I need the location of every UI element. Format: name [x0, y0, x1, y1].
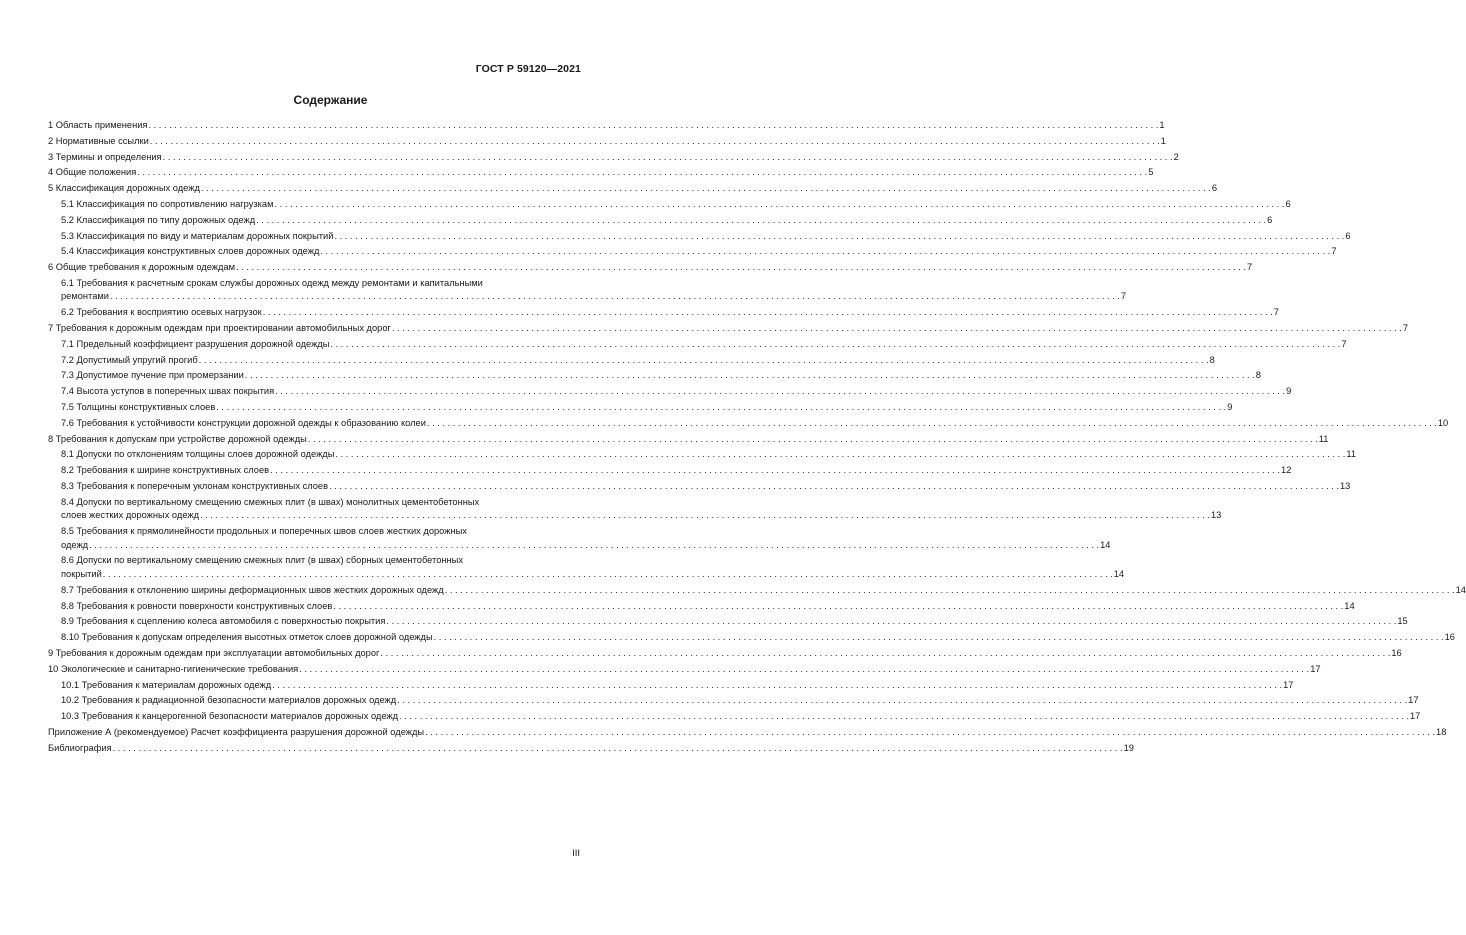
toc-entry[interactable]	[48, 369, 1261, 383]
toc-entry-title: 10 Экологические и санитарно-гигиенические требования	[48, 663, 299, 674]
toc-entry[interactable]	[48, 615, 1408, 629]
toc-entry-title: 8.7 Требования к отклонению ширины деформационных швов жестких дорожных одежд	[61, 584, 444, 595]
toc-entry-page: 9	[1286, 386, 1292, 397]
dot-leader	[150, 135, 1160, 149]
dot-leader	[199, 354, 1209, 368]
dot-leader	[335, 448, 1345, 462]
toc-entry-page: 16	[1444, 632, 1455, 643]
toc-entry[interactable]	[48, 694, 1419, 708]
toc-entry-title: 7.2 Допустимый упругий прогиб	[61, 354, 198, 365]
toc-entry[interactable]	[48, 277, 1127, 304]
toc-entry-title: 8 Требования к допускам при устройстве дорожной одежды	[48, 433, 307, 444]
dot-leader	[334, 230, 1344, 244]
toc-entry[interactable]	[48, 417, 1449, 431]
toc-entry-title: ремонтами	[61, 291, 109, 302]
toc-entry-page: 7	[1341, 338, 1347, 349]
toc-entry-page: 7	[1402, 323, 1409, 334]
toc-entry-page: 14	[1100, 539, 1111, 550]
toc-entry-page: 17	[1408, 695, 1419, 706]
toc-entry[interactable]	[48, 631, 1455, 645]
toc-entry[interactable]	[48, 182, 1217, 196]
toc-entry-page: 7	[1331, 246, 1337, 257]
toc-entry[interactable]	[48, 433, 1329, 447]
toc-entry-title: 7.4 Высота уступов в поперечных швах покрытия	[61, 386, 275, 397]
dot-leader	[89, 539, 1099, 553]
toc-entry-title: 5 Классификация дорожных одежд	[48, 183, 200, 194]
toc-entry[interactable]	[48, 554, 1125, 581]
toc-entry-page: 1	[1160, 135, 1166, 146]
toc-entry-page: 18	[1436, 726, 1447, 737]
toc-entry-title: 5.2 Классификация по типу дорожных одежд	[61, 214, 256, 225]
dot-leader	[333, 600, 1343, 614]
toc-entry-page: 5	[1148, 167, 1154, 178]
toc-entry-title: 8.8 Требования к ровности поверхности конструктивных слоев	[61, 600, 333, 611]
toc-entry-page: 8	[1209, 354, 1215, 365]
dot-leader	[201, 182, 1211, 196]
toc-entry-page: 7	[1273, 307, 1279, 318]
toc-entry[interactable]	[48, 584, 1466, 598]
dot-leader	[148, 119, 1158, 133]
toc-entry-title: 8.9 Требования к сцеплению колеса автомобиля с поверхностью покрытия	[61, 616, 386, 627]
document-code: ГОСТ Р 59120—2021	[475, 63, 581, 75]
toc-entry[interactable]	[48, 338, 1347, 352]
toc-entry-title: 8.1 Допуски по отклонениям толщины слоев дорожной одежды	[61, 449, 335, 460]
toc-entry-title: 8.3 Требования к поперечным уклонам конструктивных слоев	[61, 481, 329, 492]
toc-entry-title: 7.1 Предельный коэффициент разрушения дорожной одежды	[61, 338, 330, 349]
toc-entry-title: 3 Термины и определения	[48, 151, 162, 162]
toc-entry[interactable]	[48, 726, 1447, 740]
toc-entry-title: одежд	[61, 539, 89, 550]
toc-entry-page: 8	[1255, 370, 1261, 381]
toc-entry-title: Приложение А (рекомендуемое) Расчет коэффициента разрушения дорожной одежды	[48, 726, 425, 737]
dot-leader	[110, 290, 1120, 304]
toc-entry-page: 17	[1310, 663, 1321, 674]
toc-entry-page: 16	[1391, 647, 1402, 658]
dot-leader	[445, 584, 1455, 598]
toc-entry[interactable]	[48, 230, 1351, 244]
toc-entry-title: слоев жестких дорожных одежд	[61, 510, 200, 521]
toc-entry[interactable]	[48, 600, 1355, 614]
dot-leader	[397, 694, 1407, 708]
toc-entry[interactable]	[48, 663, 1321, 677]
toc-entry[interactable]	[48, 464, 1292, 478]
toc-entry-title: 5.3 Классификация по виду и материалам дорожных покрытий	[61, 230, 334, 241]
dot-leader	[263, 306, 1273, 320]
toc-entry-page: 6	[1285, 198, 1291, 209]
dot-leader	[103, 568, 1113, 582]
toc-entry-title: 8.10 Требования к допускам определения высотных отметок слоев дорожной одежды	[61, 632, 433, 643]
toc-entry-page: 6	[1345, 230, 1351, 241]
dot-leader	[137, 166, 1147, 180]
toc-entry-title: 6 Общие требования к дорожным одеждам	[48, 262, 235, 273]
toc-entry-title: 1 Область применения	[48, 120, 148, 130]
toc-entry-page: 13	[1340, 481, 1351, 492]
toc-entry-title: Библиография	[48, 742, 112, 753]
dot-leader	[329, 480, 1339, 494]
toc-entry[interactable]	[48, 385, 1292, 399]
toc-entry-page: 15	[1397, 616, 1408, 627]
toc-entry[interactable]	[48, 166, 1154, 180]
page-title: Содержание	[293, 93, 368, 107]
dot-leader	[425, 726, 1435, 740]
dot-leader	[434, 631, 1444, 645]
toc-entry-title: 7.3 Допустимое пучение при промерзании	[61, 370, 244, 381]
toc-entry-page: 7	[1246, 262, 1253, 273]
toc-entry[interactable]	[48, 480, 1351, 494]
toc-entry-title: 10.2 Требования к радиационной безопасности материалов дорожных одежд	[61, 695, 397, 706]
dot-leader	[163, 151, 1173, 165]
toc-entry-title: 7.5 Толщины конструктивных слоев	[61, 402, 216, 413]
dot-leader	[299, 663, 1309, 677]
toc-entry-title: 8.2 Требования к ширине конструктивных слоев	[61, 465, 270, 476]
toc-entry-page: 2	[1173, 151, 1179, 162]
toc-entry-page: 14	[1344, 600, 1355, 611]
dot-leader	[236, 261, 1246, 275]
toc-entry-title: 7 Требования к дорожным одеждам при проектировании автомобильных дорог	[48, 323, 391, 334]
toc-entry[interactable]	[48, 525, 1111, 552]
toc-entry[interactable]	[48, 322, 1409, 336]
toc-entry[interactable]	[48, 448, 1357, 462]
toc-entry[interactable]	[48, 679, 1294, 693]
toc-entry-page: 12	[1281, 465, 1292, 476]
toc-entry-title-line: 8.6 Допуски по вертикальному смещению смежных плит (в швах) сборных цементобетонных	[61, 555, 463, 566]
toc-entry-title-line: 8.4 Допуски по вертикальному смещению смежных плит (в швах) монолитных цементобетонных	[61, 496, 480, 507]
toc-entry-page: 11	[1318, 433, 1329, 444]
toc-entry-page: 10	[1437, 417, 1449, 428]
toc-entry-page: 6	[1267, 214, 1273, 225]
dot-leader	[330, 338, 1340, 352]
toc-entry-title-line: 8.5 Требования к прямолинейности продольных и поперечных швов слоев жестких дорожных	[61, 526, 467, 537]
dot-leader	[113, 742, 1123, 756]
table-of-contents	[48, 119, 1466, 757]
toc-entry[interactable]	[48, 198, 1291, 212]
toc-entry[interactable]	[48, 306, 1279, 320]
dot-leader	[256, 214, 1266, 228]
toc-entry-page: 14	[1113, 568, 1125, 579]
dot-leader	[386, 615, 1396, 629]
toc-entry-page: 9	[1227, 402, 1233, 413]
toc-entry-title: 10.3 Требования к канцерогенной безопасности материалов дорожных одежд	[61, 711, 399, 722]
toc-entry-title: 7.6 Требования к устойчивости конструкции дорожной одежды к образованию колеи	[61, 417, 426, 428]
dot-leader	[392, 322, 1402, 336]
toc-entry-page: 13	[1210, 510, 1222, 521]
toc-entry-page: 19	[1123, 742, 1134, 753]
toc-entry[interactable]	[48, 496, 1222, 523]
dot-leader	[270, 464, 1280, 478]
dot-leader	[380, 647, 1390, 661]
toc-entry-title: 4 Общие положения	[48, 167, 137, 178]
page-number: III	[572, 848, 580, 859]
toc-entry[interactable]	[48, 647, 1402, 661]
toc-entry[interactable]	[48, 151, 1179, 165]
dot-leader	[427, 417, 1437, 431]
toc-entry-page: 17	[1283, 679, 1294, 690]
toc-entry-title: покрытий	[61, 568, 102, 579]
toc-entry[interactable]	[48, 214, 1273, 228]
toc-entry-page: 1	[1159, 120, 1165, 130]
toc-entry-page: 6	[1211, 183, 1217, 194]
toc-entry[interactable]	[48, 710, 1421, 724]
dot-leader	[399, 710, 1409, 724]
toc-entry[interactable]	[48, 119, 1165, 133]
toc-entry-title: 10.1 Требования к материалам дорожных одежд	[61, 679, 272, 690]
dot-leader	[200, 509, 1210, 523]
toc-entry-page: 7	[1120, 291, 1127, 302]
toc-entry[interactable]	[48, 354, 1215, 368]
toc-entry-page: 14	[1455, 584, 1466, 595]
dot-leader	[272, 679, 1282, 693]
toc-entry-title: 5.1 Классификация по сопротивлению нагрузкам	[61, 198, 274, 209]
toc-entry-title: 6.2 Требования к восприятию осевых нагрузок	[61, 307, 262, 318]
toc-entry-title-line: 6.1 Требования к расчетным срокам службы дорожных одежд между ремонтами и капитальными	[61, 277, 483, 288]
toc-entry[interactable]	[48, 261, 1253, 275]
toc-entry[interactable]	[48, 245, 1337, 259]
dot-leader	[245, 369, 1255, 383]
dot-leader	[275, 385, 1285, 399]
toc-entry-page: 11	[1346, 449, 1357, 460]
toc-entry[interactable]	[48, 742, 1134, 756]
toc-entry-title: 9 Требования к дорожным одеждам при эксплуатации автомобильных дорог	[48, 647, 380, 658]
dot-leader	[320, 245, 1330, 259]
toc-entry[interactable]	[48, 135, 1166, 149]
toc-entry-title: 2 Нормативные ссылки	[48, 135, 149, 146]
toc-entry[interactable]	[48, 401, 1233, 415]
dot-leader	[274, 198, 1284, 212]
toc-entry-title: 5.4 Классификация конструктивных слоев дорожных одежд	[61, 246, 320, 257]
dot-leader	[308, 433, 1318, 447]
dot-leader	[216, 401, 1226, 415]
toc-entry-page: 17	[1410, 711, 1421, 722]
